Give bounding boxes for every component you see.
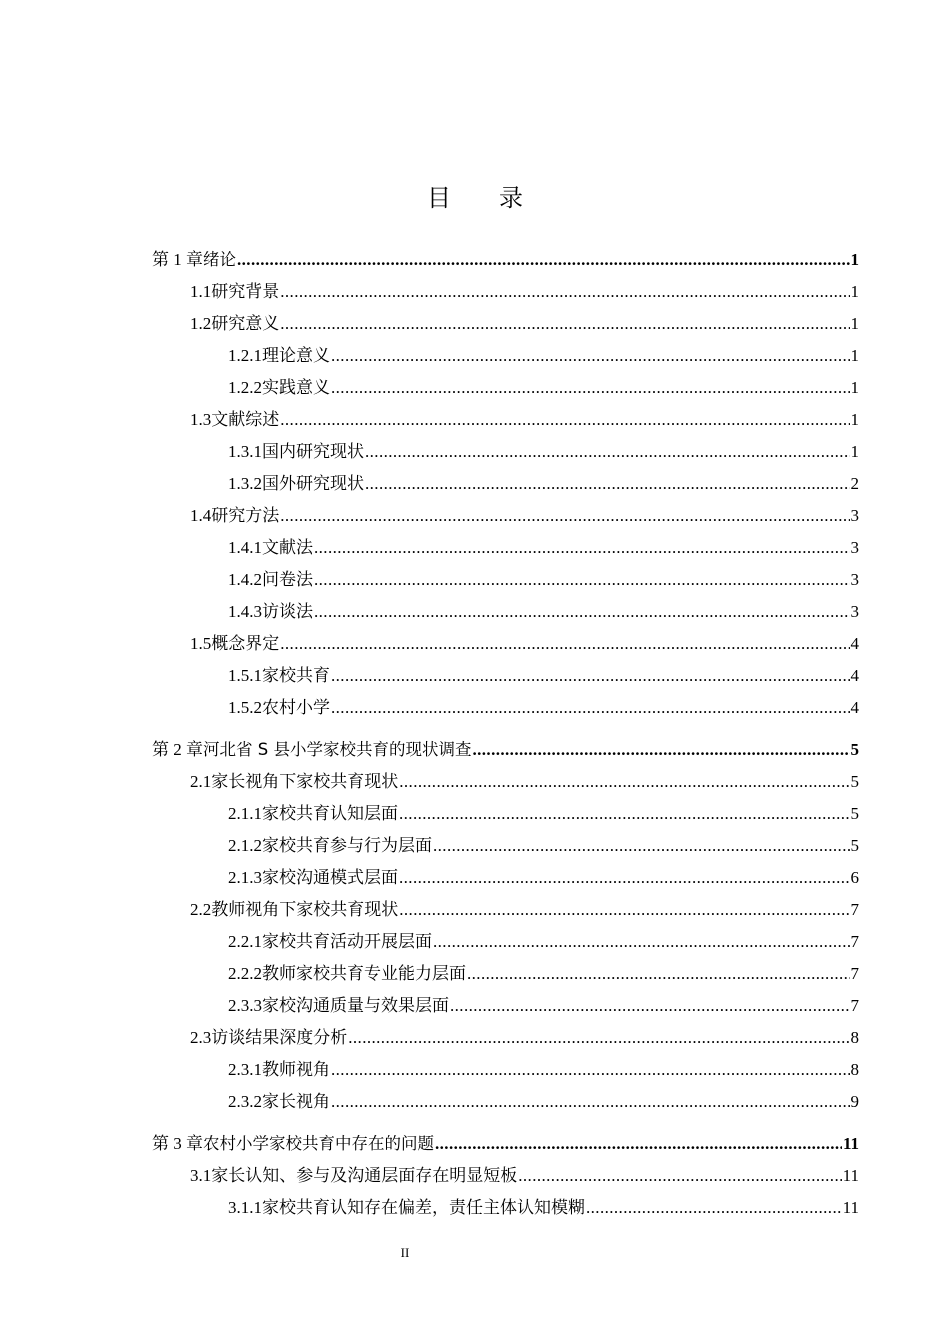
toc-entry-label: 绪论: [203, 250, 236, 269]
toc-entry-number: 2.2.2: [228, 964, 262, 983]
toc-entry-line: [228, 660, 859, 692]
dot-leader: [433, 926, 850, 958]
toc-entry-level-3[interactable]: [0, 564, 950, 596]
toc-entry-level-3[interactable]: [0, 372, 950, 404]
dot-leader: [331, 372, 850, 404]
toc-entry-line: [228, 532, 859, 564]
toc-entry-number: 1.5.2: [228, 698, 262, 717]
toc-entry-line: [228, 340, 859, 372]
dot-leader: [331, 340, 850, 372]
toc-entry-number: 1.4: [190, 506, 212, 525]
toc-entry-number: 1.2.2: [228, 378, 262, 397]
toc-entry-line: [190, 500, 859, 532]
toc-entry-page: 4: [850, 666, 859, 685]
toc-entry-level-3[interactable]: [0, 468, 950, 500]
toc-entry-page: 3: [850, 602, 859, 621]
toc-entry-number: 1.5: [190, 634, 212, 653]
toc-entry-number: 2.1: [190, 772, 212, 791]
dot-leader: [331, 1054, 850, 1086]
toc-entry-page: 9: [850, 1092, 859, 1111]
toc-entry-level-3[interactable]: [0, 1192, 950, 1224]
toc-entry-line: [228, 596, 859, 628]
toc-entry-line: [190, 628, 859, 660]
toc-entry-level-2[interactable]: [0, 766, 950, 798]
toc-entry-label: 农村小学家校共育中存在的问题: [203, 1134, 434, 1153]
dot-leader: [472, 734, 849, 766]
toc-entry-number: 2.3.1: [228, 1060, 262, 1079]
toc-entry-label: 家校沟通质量与效果层面: [262, 996, 449, 1015]
dot-leader: [280, 276, 849, 308]
dot-leader: [518, 1160, 841, 1192]
toc-entry-line: [190, 766, 859, 798]
toc-entry-page: 1: [850, 282, 859, 301]
toc-entry-page: 11: [842, 1198, 859, 1217]
toc-entry-level-3[interactable]: [0, 1054, 950, 1086]
toc-entry-page: 7: [850, 932, 859, 951]
toc-entry-line: [228, 1054, 859, 1086]
toc-entry-level-3[interactable]: [0, 692, 950, 724]
toc-entry-level-3[interactable]: [0, 958, 950, 990]
toc-entry-label: 家校共育活动开展层面: [262, 932, 432, 951]
toc-entry-level-2[interactable]: [0, 1022, 950, 1054]
toc-entry-number: 2.1.2: [228, 836, 262, 855]
dot-leader: [314, 532, 850, 564]
toc-entry-level-3[interactable]: [0, 1086, 950, 1118]
title-char: 目: [427, 186, 451, 212]
toc-entry-page: 3: [850, 506, 859, 525]
toc-entry-page: 4: [850, 634, 859, 653]
toc-entry-label: 概念界定: [211, 634, 280, 653]
toc-entry-number: 1.4.3: [228, 602, 262, 621]
toc-entry-level-3[interactable]: [0, 830, 950, 862]
toc-entry-page: 1: [850, 410, 859, 429]
toc-entry-number: 第 1 章: [152, 250, 203, 269]
dot-leader: [433, 830, 850, 862]
toc-entry-label: 研究方法: [211, 506, 280, 525]
toc-entry-level-2[interactable]: [0, 500, 950, 532]
toc-entry-page: 5: [850, 836, 859, 855]
toc-entry-label: 文献综述: [211, 410, 280, 429]
dot-leader: [450, 990, 850, 1022]
toc-entry-line: [190, 276, 859, 308]
toc-entry-page: 1: [850, 314, 859, 333]
toc-entry-label: 家校共育认知存在偏差，责任主体认知模糊: [262, 1198, 585, 1217]
toc-entry-page: 1: [850, 250, 859, 269]
toc-entry-label: 研究意义: [211, 314, 280, 333]
dot-leader: [348, 1022, 849, 1054]
toc-entry-level-3[interactable]: [0, 532, 950, 564]
toc-entry-number: 1.4.2: [228, 570, 262, 589]
dot-leader: [331, 692, 850, 724]
toc-entry-label: 访谈法: [262, 602, 313, 621]
dot-leader: [314, 564, 850, 596]
toc-entry-line: [228, 436, 859, 468]
toc-entry-level-3[interactable]: [0, 340, 950, 372]
toc-entry-line: [228, 798, 859, 830]
toc-entry-number: 第 3 章: [152, 1134, 203, 1153]
dot-leader: [435, 1128, 842, 1160]
toc-entry-label: 家校沟通模式层面: [262, 868, 398, 887]
page-title: [0, 178, 950, 213]
dot-leader: [399, 894, 849, 926]
toc-entry-page: 8: [850, 1028, 859, 1047]
toc-entry-page: 3: [850, 538, 859, 557]
toc-entry-line: [228, 1086, 859, 1118]
toc-entry-label: 理论意义: [262, 346, 330, 365]
toc-entry-page: 2: [850, 474, 859, 493]
toc-entry-number: 3.1.1: [228, 1198, 262, 1217]
toc-entry-line: [228, 990, 859, 1022]
toc-entry-label: 教师家校共育专业能力层面: [262, 964, 466, 983]
toc-entry-page: 5: [850, 772, 859, 791]
toc-entry-number: 1.3.2: [228, 474, 262, 493]
toc-entry-label: 问卷法: [262, 570, 313, 589]
dot-leader: [331, 660, 850, 692]
toc-entry-label: 访谈结果深度分析: [211, 1028, 348, 1047]
toc-entry-number: 1.3.1: [228, 442, 262, 461]
toc-entry-level-3[interactable]: [0, 798, 950, 830]
toc-entry-level-1[interactable]: [0, 244, 950, 276]
toc-entry-line: [228, 692, 859, 724]
dot-leader: [280, 404, 849, 436]
toc-entry-page: 1: [850, 378, 859, 397]
toc-entry-page: 3: [850, 570, 859, 589]
toc-entry-page: 6: [850, 868, 859, 887]
dot-leader: [237, 244, 850, 276]
dot-leader: [331, 1086, 850, 1118]
toc-entry-number: 2.1.1: [228, 804, 262, 823]
toc-entry-label: 国外研究现状: [262, 474, 364, 493]
toc-entry-number: 1.2: [190, 314, 212, 333]
toc-entry-label: 家校共育认知层面: [262, 804, 398, 823]
toc-entry-page: 7: [850, 900, 859, 919]
toc-entry-number: 2.2: [190, 900, 212, 919]
toc-entry-page: 4: [850, 698, 859, 717]
toc-entry-level-2[interactable]: [0, 628, 950, 660]
toc-entry-line: [152, 734, 859, 766]
toc-entry-label: 家校共育参与行为层面: [262, 836, 432, 855]
toc-entry-level-2[interactable]: [0, 1160, 950, 1192]
dot-leader: [399, 798, 850, 830]
toc-entry-number: 1.5.1: [228, 666, 262, 685]
toc-entry-label: 实践意义: [262, 378, 330, 397]
toc-entry-number: 2.3.2: [228, 1092, 262, 1111]
toc-entry-label: 文献法: [262, 538, 313, 557]
toc-entry-level-3[interactable]: [0, 990, 950, 1022]
dot-leader: [586, 1192, 842, 1224]
dot-leader: [399, 862, 850, 894]
toc-entry-page: 1: [850, 442, 859, 461]
dot-leader: [280, 628, 849, 660]
toc-entry-label: 教师视角: [262, 1060, 330, 1079]
toc-entry-level-2[interactable]: [0, 404, 950, 436]
toc-entry-number: 1.1: [190, 282, 212, 301]
toc-entry-line: [228, 958, 859, 990]
toc-entry-page: 11: [842, 1166, 859, 1185]
toc-entry-level-3[interactable]: [0, 862, 950, 894]
toc-entry-level-3[interactable]: [0, 660, 950, 692]
toc-entry-line: [190, 1160, 859, 1192]
toc-entry-number: 3.1: [190, 1166, 212, 1185]
dot-leader: [365, 436, 850, 468]
toc-entry-label: 家校共育: [262, 666, 330, 685]
toc-entry-page: 1: [850, 346, 859, 365]
title-char: 录: [499, 186, 523, 212]
toc-entry-level-2[interactable]: [0, 894, 950, 926]
toc-entry-page: 7: [850, 996, 859, 1015]
dot-leader: [314, 596, 850, 628]
toc-entry-number: 1.4.1: [228, 538, 262, 557]
toc-entry-label: 教师视角下家校共育现状: [211, 900, 399, 919]
toc-entry-line: [190, 1022, 859, 1054]
toc-entry-line: [228, 830, 859, 862]
toc-entry-line: [190, 894, 859, 926]
toc-entry-level-3[interactable]: [0, 596, 950, 628]
dot-leader: [467, 958, 850, 990]
dot-leader: [399, 766, 849, 798]
dot-leader: [280, 308, 849, 340]
toc-entry-level-3[interactable]: [0, 436, 950, 468]
toc-entry-label: 家长视角: [262, 1092, 330, 1111]
toc-entry-page: 11: [842, 1134, 859, 1153]
toc-entry-line: [228, 862, 859, 894]
toc-entry-number: 1.2.1: [228, 346, 262, 365]
toc-entry-line: [228, 564, 859, 596]
toc-entry-line: [228, 926, 859, 958]
toc-entry-number: 2.3: [190, 1028, 212, 1047]
page-number: II: [400, 1245, 410, 1260]
toc-entry-label: 家长认知、参与及沟通层面存在明显短板: [211, 1166, 518, 1185]
toc-entry-line: [190, 404, 859, 436]
dot-leader: [280, 500, 849, 532]
toc-entry-number: 第 2 章: [152, 740, 203, 759]
toc-entry-level-3[interactable]: [0, 926, 950, 958]
dot-leader: [365, 468, 850, 500]
toc-entry-page: 5: [850, 804, 859, 823]
toc-entry-page: 8: [850, 1060, 859, 1079]
toc-entry-label: 河北省 S 县小学家校共育的现状调查: [203, 740, 472, 759]
toc-entry-line: [228, 468, 859, 500]
toc-entry-number: 2.2.1: [228, 932, 262, 951]
toc-entry-level-2[interactable]: [0, 308, 950, 340]
toc-entry-line: [152, 244, 859, 276]
toc-entry-label: 研究背景: [211, 282, 280, 301]
toc-entry-level-1[interactable]: [0, 1128, 950, 1160]
toc-entry-page: 7: [850, 964, 859, 983]
toc-entry-page: 5: [850, 740, 859, 759]
toc-entry-number: 1.3: [190, 410, 212, 429]
toc-entry-label: 国内研究现状: [262, 442, 364, 461]
toc-entry-level-1[interactable]: [0, 734, 950, 766]
toc-entry-number: 2.3.3: [228, 996, 262, 1015]
toc-entry-line: [152, 1128, 859, 1160]
toc-entry-line: [228, 372, 859, 404]
toc-entry-label: 农村小学: [262, 698, 330, 717]
toc-entry-line: [190, 308, 859, 340]
toc-entry-label: 家长视角下家校共育现状: [211, 772, 399, 791]
toc-entry-level-2[interactable]: [0, 276, 950, 308]
toc-entry-line: [228, 1192, 859, 1224]
toc-entry-number: 2.1.3: [228, 868, 262, 887]
